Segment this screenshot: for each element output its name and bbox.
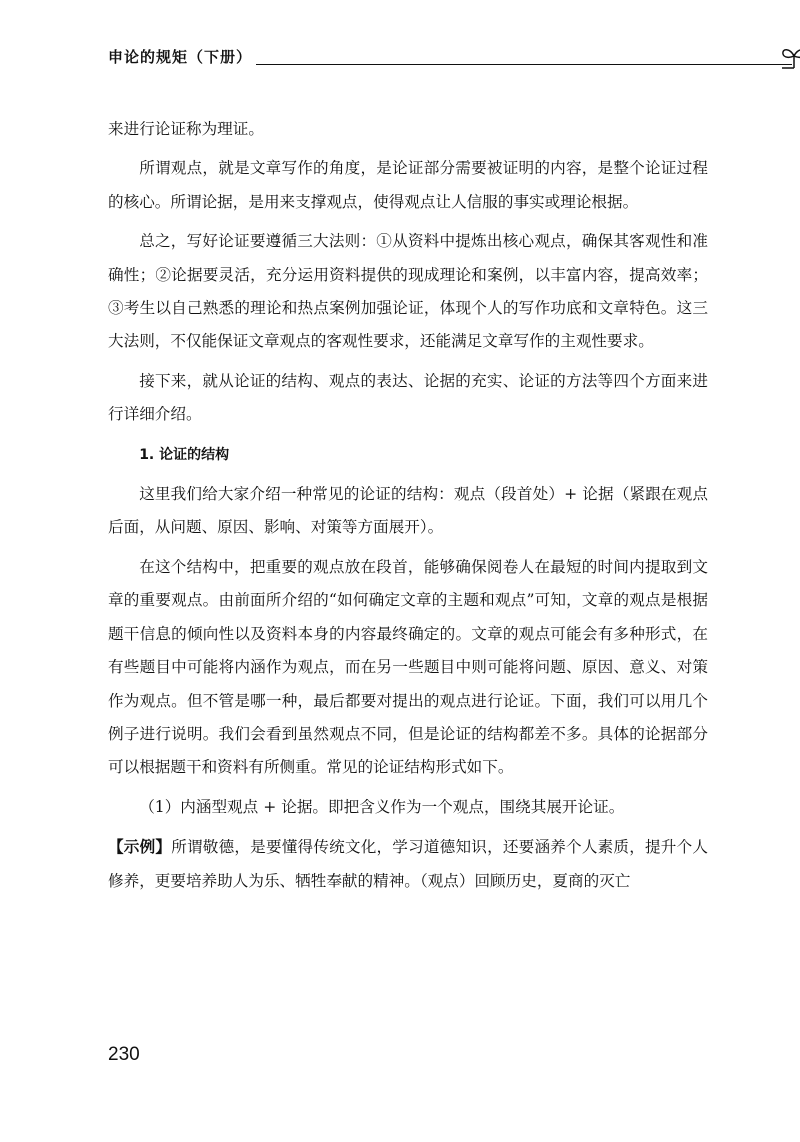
- running-header: [108, 44, 708, 74]
- paragraph-next-steps: 接下来，就从论证的结构、观点的表达、论据的充实、论证的方法等四个方面来进行详细介绍。: [108, 371, 708, 424]
- page-number: 230: [108, 1044, 140, 1065]
- paragraph-structure-detail: 在这个结构中，把重要的观点放在段首，能够确保阅卷人在最短的时间内提取到文章的重要观点。由前面所介绍的“如何确定文章的主题和观点”可知，文章的观点是根据题干信息的倾向性以及资料本身的内容最终确定的。文章的观点可能会有多种形式，在有些题目中可能将内涵作为观点，而在另一些题目中则可能将问题、原因、意义、对策作为观点。但不管是哪一种，最后都要对提出的观点进行论证。下面，我们可以用几个例子进行说明。我们会看到虽然观点不同，但是论证的结构都差不多。具体的论据部分可以根据题干和资料有所侧重。常见的论证结构形式如下。: [108, 557, 708, 777]
- paragraph-structure-intro: 这里我们给大家介绍一种常见的论证的结构：观点（段首处）+ 论据（紧跟在观点后面，从问题、原因、影响、对策等方面展开）。: [108, 485, 708, 537]
- sprout-icon: [780, 44, 800, 70]
- example-label: 【示例】: [108, 837, 172, 857]
- header-title: 申论的规矩（下册）: [108, 48, 253, 66]
- paragraph-type-one: （1）内涵型观点 + 论据。即把含义作为一个观点，围绕其展开论证。: [139, 797, 625, 816]
- paragraph-definitions: 所谓观点，就是文章写作的角度，是论证部分需要被证明的内容，是整个论证过程的核心。所谓论据，是用来支撑观点，使得观点让人信服的事实或理论根据。: [108, 159, 708, 211]
- body-text: [108, 113, 708, 904]
- paragraph-three-rules: 总之，写好论证要遵循三大法则：①从资料中提炼出核心观点，确保其客观性和准确性；②论据要灵活，充分运用资料提供的现成理论和案例，以丰富内容，提高效率；③考生以自己熟悉的理论和热点案例加强论证，体现个人的写作功底和文章特色。这三大法则，不仅能保证文章观点的客观性要求，还能满足文章写作的主观性要求。: [108, 232, 708, 351]
- section-title: 1. 论证的结构: [139, 446, 230, 463]
- header-rule: [256, 64, 792, 65]
- section-heading: [108, 438, 708, 472]
- paragraph-continuation: 来进行论证称为理证。: [108, 120, 264, 138]
- example-text: 所谓敬德，是要懂得传统文化，学习道德知识，还要涵养个人素质，提升个人修养，更要培养助人为乐、牺牲奉献的精神。（观点）回顾历史，夏商的灭亡: [108, 838, 708, 890]
- example-paragraph: [108, 830, 708, 898]
